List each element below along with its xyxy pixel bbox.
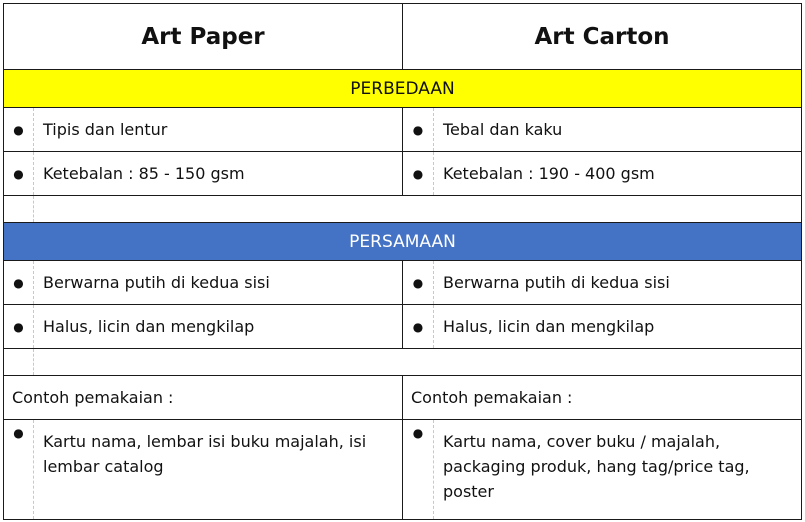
usage-label-row (3, 375, 802, 419)
bullet: ● (3, 420, 34, 519)
perbedaan-heading: PERBEDAAN (3, 69, 802, 107)
bullet: ● (3, 305, 34, 348)
art-paper-diff-1: Tipis dan lentur (34, 108, 403, 151)
bullet: ● (3, 152, 34, 195)
art-carton-heading: Art Carton (403, 4, 802, 69)
table-row (3, 260, 802, 304)
art-paper-diff-2: Ketebalan : 85 - 150 gsm (34, 152, 403, 195)
bullet: ● (403, 108, 434, 151)
art-carton-usage-label: Contoh pemakaian : (403, 376, 802, 419)
spacer-cell (34, 196, 802, 222)
bullet: ● (403, 420, 434, 519)
art-carton-diff-2: Ketebalan : 190 - 400 gsm (434, 152, 802, 195)
bullet: ● (3, 108, 34, 151)
bullet: ● (3, 261, 34, 304)
bullet: ● (403, 152, 434, 195)
spacer-cell (3, 196, 34, 222)
bullet: ● (403, 261, 434, 304)
art-carton-diff-1: Tebal dan kaku (434, 108, 802, 151)
spacer-cell (3, 349, 34, 375)
comparison-table (3, 3, 802, 520)
art-carton-same-2: Halus, licin dan mengkilap (434, 305, 802, 348)
art-carton-same-1: Berwarna putih di kedua sisi (434, 261, 802, 304)
art-paper-heading: Art Paper (3, 4, 403, 69)
persamaan-heading: PERSAMAAN (3, 222, 802, 260)
spacer-cell (34, 349, 802, 375)
table-row (3, 151, 802, 195)
header-row (3, 3, 802, 69)
art-paper-same-2: Halus, licin dan mengkilap (34, 305, 403, 348)
art-carton-usage-item: Kartu nama, cover buku / majalah, packaging produk, hang tag/price tag, poster (434, 420, 802, 519)
bullet: ● (403, 305, 434, 348)
spacer-row (3, 348, 802, 375)
table-row (3, 304, 802, 348)
spacer-row (3, 195, 802, 222)
usage-items-row (3, 419, 802, 520)
art-paper-usage-item: Kartu nama, lembar isi buku majalah, isi lembar catalog (34, 420, 403, 519)
table-row (3, 107, 802, 151)
art-paper-usage-label: Contoh pemakaian : (3, 376, 403, 419)
art-paper-same-1: Berwarna putih di kedua sisi (34, 261, 403, 304)
